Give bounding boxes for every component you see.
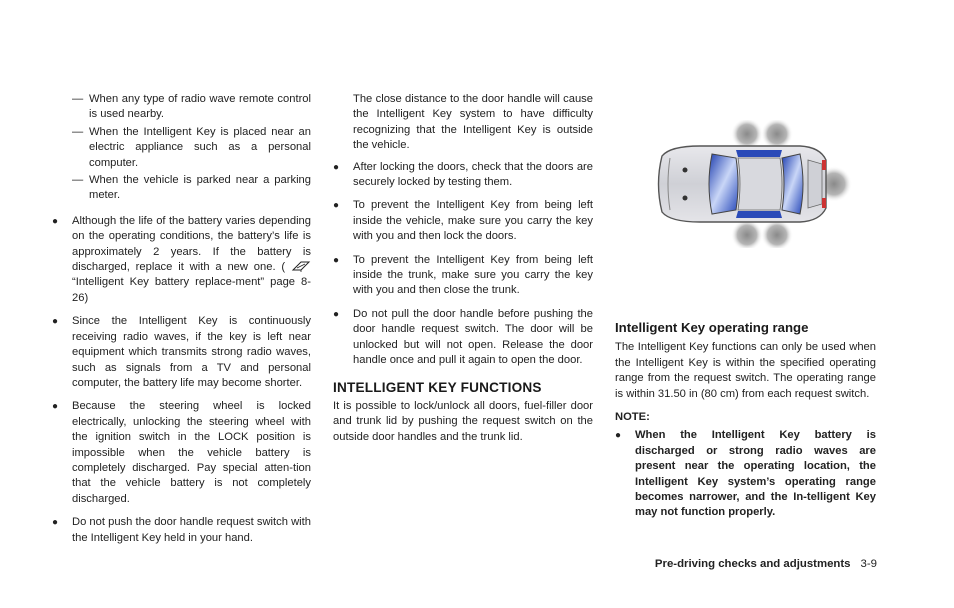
bullet-item: ● Since the Intelligent Key is continuously receiving radio waves, if the key is left near equipment which transmits strong radio waves, such as signals from a TV and personal computer, the battery life may become shorter. [52,315,311,389]
section-heading: INTELLIGENT KEY FUNCTIONS [333,379,542,395]
bullet-item: ● Do not push the door handle request switch with the Intelligent Key held in your hand. [52,516,311,544]
page-footer [655,558,877,570]
column-right [615,320,876,521]
section-heading: Intelligent Key operating range [615,320,809,335]
trunk-lid [808,160,822,208]
door-handle-icon [683,168,688,173]
footer-section-title: Pre-driving checks and adjustments [654,558,851,570]
side-glass-bottom [736,211,782,218]
dash-item: — When the vehicle is parked near a parking meter. [72,174,311,202]
rear-window [782,154,803,214]
bullet-item: ● Although the life of the battery varies depending on the operating conditions, the battery’s life is approximately 2 years. If the battery is discharged, replace it with a new one. ( “Intelligent Key battery replace-ment” page 8-26) [52,214,311,304]
section-paragraph: The Intelligent Key functions can only be used when the Intelligent Key is within the specified operating range from the request switch. The operating range is within 31.50 in (80 cm) from each request switch. [615,341,876,400]
bullet-item: ● Do not pull the door handle before pushing the door handle request switch. The door will be unlocked but will not open. Release the door handle once and pull it again to open the door. [333,307,593,367]
door-handle-icon [683,196,688,201]
tail-light [822,198,826,208]
dash-item: — When any type of radio wave remote control is used nearby. [72,93,311,121]
bullet-item: ● After locking the doors, check that the doors are securely locked by testing them. [333,160,593,189]
windshield [709,154,738,214]
note-label: NOTE: [615,411,650,424]
car-operating-range-illustration [640,120,852,248]
continued-paragraph: The close distance to the door handle will cause the Intelligent Key system to have difficulty recognizing that the Intelligent Key is outside the vehicle. [353,93,593,152]
bullet-item: ● To prevent the Intelligent Key from being left inside the vehicle, make sure you carry the key with you and then lock the doors. [333,199,593,243]
note-item: ● When the Intelligent Key battery is discharged or strong radio waves are present near the operating location, the Intelligent Key system’s operating range becomes narrower, and the In-telligent Key may not function properly. [615,429,876,519]
bullet-item: ● Because the steering wheel is locked electrically, unlocking the steering wheel with the ignition switch in the LOCK position is impossible when the vehicle battery is completely discharged. Pay special atten-tion that the vehicle battery is not completely discharged. [52,400,311,505]
range-zone [761,219,793,248]
range-zone [731,219,763,248]
column-left [52,92,311,554]
side-glass-top [736,150,782,157]
page-reference-icon [291,260,311,272]
dash-item: — When the Intelligent Key is placed near an electric appliance such as a personal computer. [72,125,311,169]
bullet-item: ● To prevent the Intelligent Key from being left inside the trunk, make sure you carry the key with you and then close the trunk. [333,253,593,297]
section-paragraph: It is possible to lock/unlock all doors, fuel-filler door and trunk lid by pushing the request switch on the outside door handles and the trunk lid. [333,399,593,443]
roof [738,158,782,210]
tail-light [822,160,826,170]
column-middle [333,92,593,445]
page-number: 3-9 [860,558,877,570]
